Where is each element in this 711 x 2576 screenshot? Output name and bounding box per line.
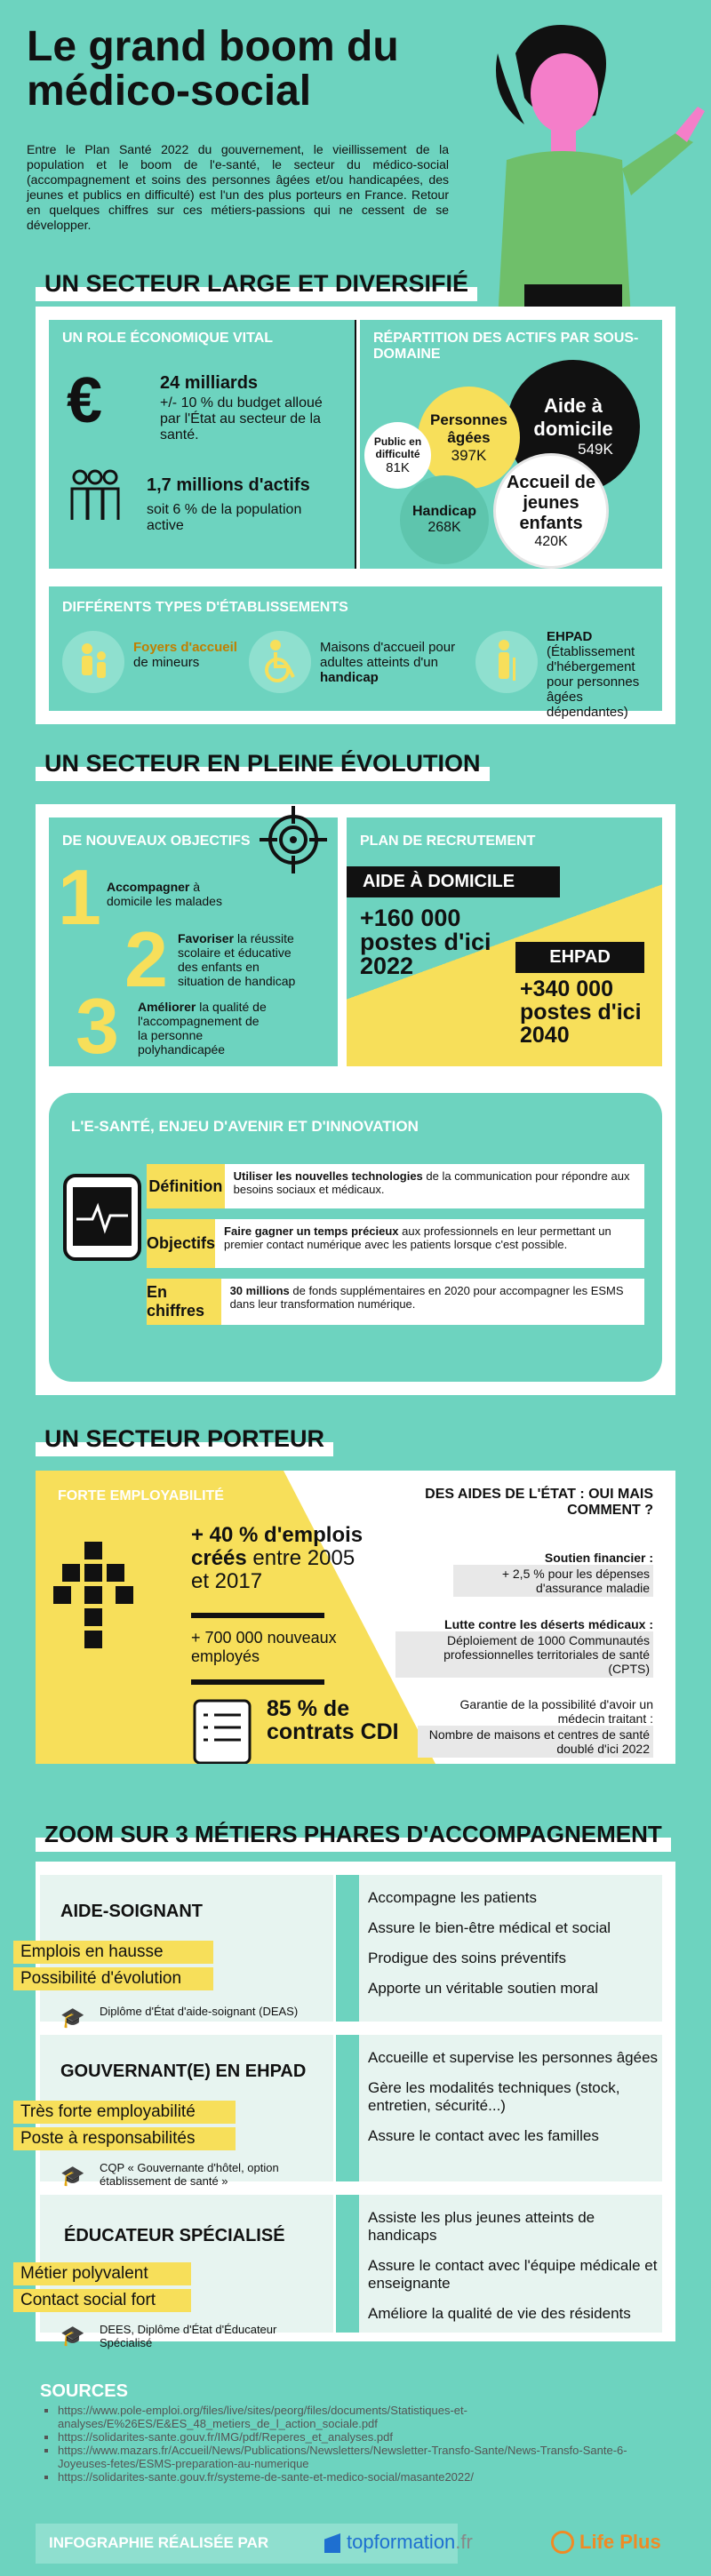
domain-public-difficulte: Public en difficulté 81K xyxy=(364,422,431,489)
recruitment-panel xyxy=(347,817,662,1066)
domain-personnes-agees: Personnes âgées 397K xyxy=(418,387,520,489)
lifeplus-logo-icon xyxy=(551,2531,574,2554)
stat-emplois: + 40 % d'emplois créés entre 2005 et 2017 xyxy=(191,1523,363,1593)
divider xyxy=(191,1679,324,1685)
target-icon xyxy=(258,804,329,875)
children-icon xyxy=(62,631,124,693)
people-group-icon xyxy=(67,467,124,524)
employability-title: FORTE EMPLOYABILITÉ xyxy=(58,1488,224,1503)
job-tag: Très forte employabilité xyxy=(13,2101,236,2124)
section-title-3: UN SECTEUR PORTEUR xyxy=(36,1422,333,1456)
section-title-4: ZOOM SUR 3 MÉTIERS PHARES D'ACCOMPAGNEMENT xyxy=(36,1817,671,1852)
footer-credit: INFOGRAPHIE RÉALISÉE PAR xyxy=(49,2534,269,2551)
job-name: GOUVERNANT(E) EN EHPAD xyxy=(60,2062,307,2081)
aides-title: DES AIDES DE L'ÉTAT : OUI MAIS COMMENT ? xyxy=(425,1487,653,1518)
stat-cdi: 85 % de contrats CDI xyxy=(267,1696,399,1744)
amount-desc: +/- 10 % du budget alloué par l'État au secteur de la santé. xyxy=(160,395,323,443)
actifs: 1,7 millions d'actifs xyxy=(147,475,310,495)
actifs-desc: soit 6 % de la population active xyxy=(147,502,302,533)
job-tag: Contact social fort xyxy=(13,2289,191,2312)
graduation-cap-icon: 🎓 xyxy=(60,2325,85,2347)
ehpad-badge: EHPAD xyxy=(515,942,644,973)
task: Améliore la qualité de vie des résidents xyxy=(368,2305,631,2322)
row-text: 30 millions de fonds supplémentaires en 2020 pour accompagner les ESMS dans leur transformation numérique. xyxy=(229,1284,624,1311)
eco-panel xyxy=(49,320,356,569)
domain-handicap: Handicap 268K xyxy=(400,475,489,564)
topformation-logo[interactable]: topformation.fr xyxy=(347,2531,473,2553)
section-1-box xyxy=(36,307,675,724)
task: Gère les modalités techniques (stock, entretien, sécurité...) xyxy=(368,2079,620,2114)
sources-title: SOURCES xyxy=(40,2381,128,2401)
task: Prodigue des soins préventifs xyxy=(368,1950,567,1966)
task: Apporte un véritable soutien moral xyxy=(368,1980,598,1997)
euro-icon: € xyxy=(67,365,103,436)
objective-3: Améliorer la qualité de l'accompagnement de la personne polyhandicapée xyxy=(138,1000,267,1057)
source-link[interactable]: ▪ https://www.mazars.fr/Accueil/News/Publications/Newsletters/Newsletter-Transfo-Sante/News-Transfo-Sante-6-Joyeuses-fetes/ESMS-preparation-au-numerique xyxy=(58,2444,671,2470)
job-tasks xyxy=(336,2195,662,2333)
graduation-cap-icon: 🎓 xyxy=(60,2165,85,2187)
etablissements-panel xyxy=(49,586,662,720)
job-name: ÉDUCATEUR SPÉCIALISÉ xyxy=(64,2226,285,2245)
aide-1: Soutien financier : + 2,5 % pour les dépenses d'assurance maladie xyxy=(453,1551,653,1597)
growth-arrow-icon xyxy=(53,1542,133,1657)
row-label: Définition xyxy=(147,1164,225,1208)
etab-title: DIFFÉRENTS TYPES D'ÉTABLISSEMENTS xyxy=(62,600,348,615)
domain-aide-domicile: Aide à domicile 549K xyxy=(507,360,640,493)
row-label: Objectifs xyxy=(147,1219,215,1268)
section-2-box xyxy=(36,804,675,1395)
etab-ehpad: EHPAD (Établissement d'hébergement pour personnes âgées dépendantes) xyxy=(547,629,640,720)
task: Assure le contact avec l'équipe médicale et enseignante xyxy=(368,2257,658,2292)
repartition-title: RÉPARTITION DES ACTIFS PAR SOUS-DOMAINE xyxy=(373,331,639,362)
repartition-panel xyxy=(360,320,662,569)
job-tasks xyxy=(336,1875,662,2022)
objective-number: 2 xyxy=(124,915,168,1003)
row-text: Faire gagner un temps précieux aux professionnels en leur permettant un premier contact numérique avec les patients lorsque c'est possible. xyxy=(224,1224,611,1251)
task: Assiste les plus jeunes atteints de handicaps xyxy=(368,2209,595,2244)
woman-illustration xyxy=(462,18,711,320)
contract-icon xyxy=(191,1697,253,1764)
sources-list xyxy=(49,2404,671,2484)
graduation-cap-icon: 🎓 xyxy=(60,2006,85,2029)
job-diploma: DEES, Diplôme d'État d'Éducateur Spécialisé xyxy=(100,2323,277,2349)
intro-text: Entre le Plan Santé 2022 du gouvernement, le vieillissement de la population et le boom de l'e-santé, le secteur du médico-social (accompagnement et soins des personnes âgées et/ou handicapées, des jeunes et publics en difficulté) est l'un des plus porteurs en France. Retour en quelques chiffres sur ces métiers-passions qui ne cessent de se développer. xyxy=(27,142,449,232)
aide-2: Lutte contre les déserts médicaux : Déploiement de 1000 Communautés professionnelles territoriales de santé (CPTS) xyxy=(395,1617,653,1678)
amount: 24 milliards xyxy=(160,373,259,393)
wheelchair-icon xyxy=(249,631,311,693)
row-label: En chiffres xyxy=(147,1279,221,1325)
job-tag: Métier polyvalent xyxy=(13,2262,191,2285)
job-diploma: Diplôme d'État d'aide-soignant (DEAS) xyxy=(100,2005,299,2018)
source-link[interactable]: ▪ https://solidarites-sante.gouv.fr/systeme-de-sante-et-medico-social/masante2022/ xyxy=(58,2470,671,2484)
source-link[interactable]: ▪ https://solidarites-sante.gouv.fr/IMG/pdf/Reperes_et_analyses.pdf xyxy=(58,2430,671,2444)
etab-foyers: Foyers d'accueil de mineurs xyxy=(133,640,237,670)
page-title: Le grand boom du médico-social xyxy=(27,23,399,115)
elderly-icon xyxy=(475,631,538,693)
section-title-2: UN SECTEUR EN PLEINE ÉVOLUTION xyxy=(36,746,490,781)
objective-1: Accompagner à domicile les malades xyxy=(107,880,222,908)
task: Assure le contact avec les familles xyxy=(368,2127,599,2144)
objective-number: 1 xyxy=(58,853,101,941)
objective-number: 3 xyxy=(76,982,119,1070)
smartphone-icon xyxy=(62,1173,142,1262)
plan-title: PLAN DE RECRUTEMENT xyxy=(360,833,536,849)
esante-title: L'E-SANTÉ, ENJEU D'AVENIR ET D'INNOVATION xyxy=(71,1118,419,1135)
esante-row-chiffres xyxy=(147,1279,644,1325)
stat-employes: + 700 000 nouveaux employés xyxy=(191,1629,337,1665)
job-tag: Emplois en hausse xyxy=(13,1941,213,1964)
etab-maisons: Maisons d'accueil pour adultes atteints d'un handicap xyxy=(320,640,456,685)
job-tag: Poste à responsabilités xyxy=(13,2127,236,2150)
objective-2: Favoriser la réussite scolaire et éducative des enfants en situation de handicap xyxy=(178,931,296,988)
task: Assure le bien-être médical et social xyxy=(368,1919,611,1936)
source-link[interactable]: ▪ https://www.pole-emploi.org/files/live/sites/peorg/files/documents/Statistiques-et-analyses/E%26ES/E&ES_48_metiers_de_l_action_sociale.pdf xyxy=(58,2404,671,2430)
section-title-1: UN SECTEUR LARGE ET DIVERSIFIÉ xyxy=(36,267,477,301)
domain-accueil-jeunes: Accueil de jeunes enfants 420K xyxy=(493,453,609,569)
divider xyxy=(355,320,356,569)
job-tasks xyxy=(336,2035,662,2181)
esante-row-objectifs xyxy=(147,1219,644,1268)
job-diploma: CQP « Gouvernante d'hôtel, option établissement de santé » xyxy=(100,2161,279,2188)
task: Accompagne les patients xyxy=(368,1889,537,1906)
aad-badge: AIDE À DOMICILE xyxy=(347,866,560,897)
job-tag: Possibilité d'évolution xyxy=(13,1967,213,1990)
aad-value: +160 000 postes d'ici 2022 xyxy=(360,905,491,979)
eco-title: UN ROLE ÉCONOMIQUE VITAL xyxy=(62,331,274,346)
objectives-title: DE NOUVEAUX OBJECTIFS xyxy=(62,833,251,849)
task: Accueille et supervise les personnes âgées xyxy=(368,2049,659,2066)
section-3-box xyxy=(36,1471,675,1764)
esante-panel xyxy=(49,1093,662,1382)
lifeplus-logo[interactable]: Life Plus xyxy=(579,2531,661,2553)
aide-3: Garantie de la possibilité d'avoir un médecin traitant : Nombre de maisons et centres de santé doublé d'ici 2022 xyxy=(418,1697,653,1758)
divider xyxy=(191,1613,324,1618)
job-name: AIDE-SOIGNANT xyxy=(60,1902,203,1921)
row-text: Utiliser les nouvelles technologies de la communication pour répondre aux besoins sociaux et médicaux. xyxy=(233,1169,630,1196)
ehpad-value: +340 000 postes d'ici 2040 xyxy=(520,977,642,1048)
esante-row-definition xyxy=(147,1164,644,1208)
